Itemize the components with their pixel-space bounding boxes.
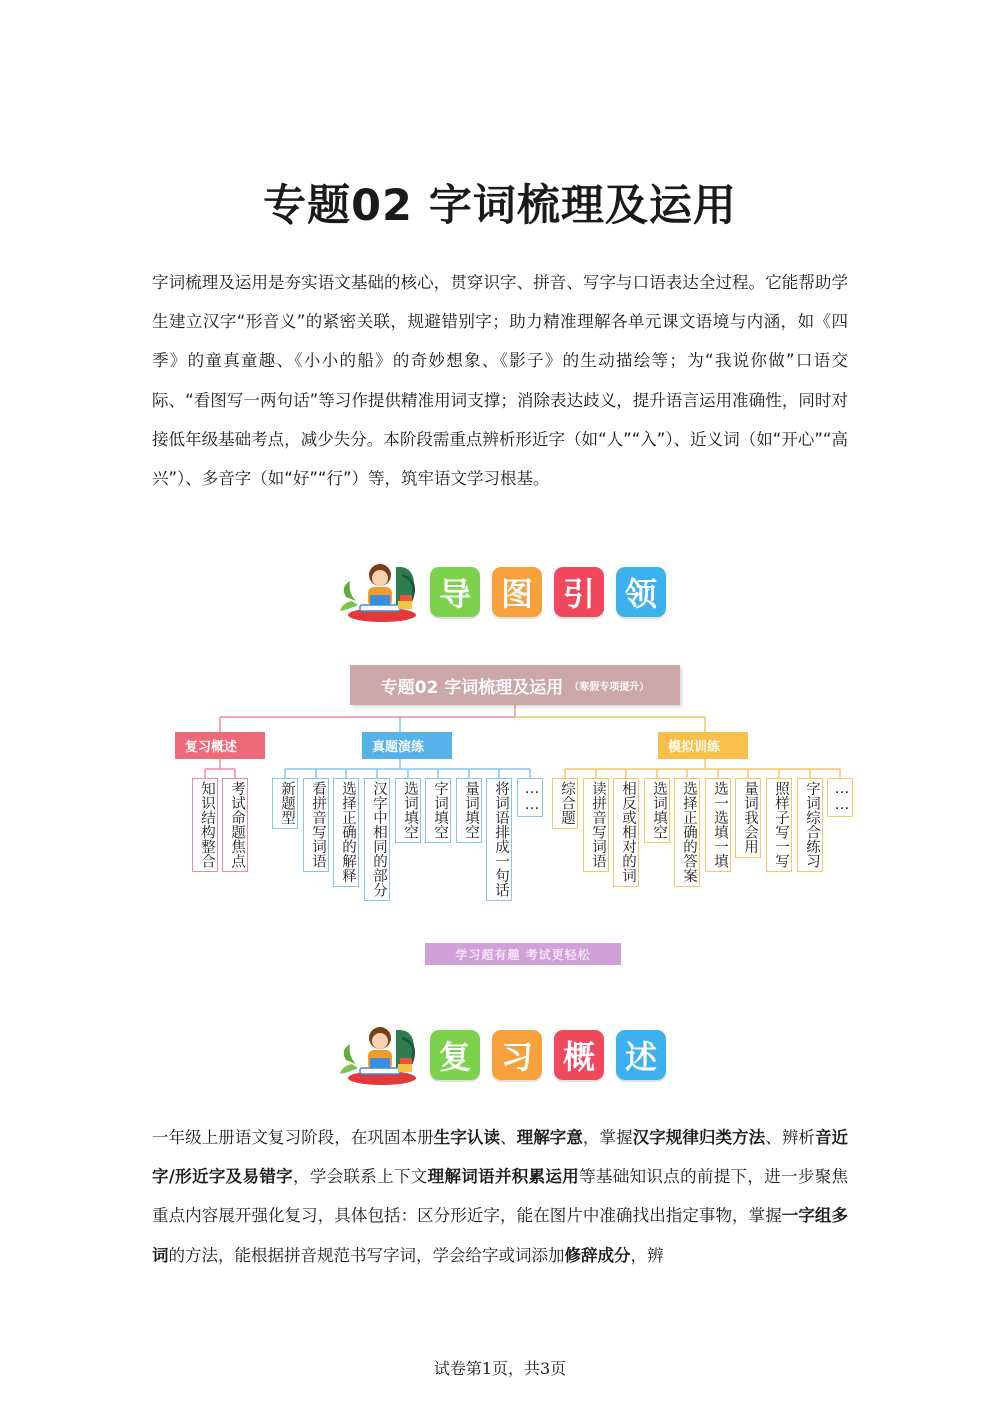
review-keyword: 汉字规律归类方法 (632, 1128, 766, 1147)
review-keyword: 理解词语并积累运用 (427, 1167, 580, 1187)
review-text: ，辨 (630, 1245, 664, 1265)
reading-girl-icon (338, 1020, 422, 1086)
review-text: 、辨析 (765, 1128, 815, 1147)
category-review-overview: 复习概述 (175, 732, 265, 759)
banner-char-3: 引 (554, 567, 604, 617)
leaf-exam-6: 字词填空 (425, 778, 451, 843)
leaf-mock-2: 读拼音写词语 (583, 778, 609, 872)
leaf-exam-3: 选择正确的解释 (333, 778, 359, 887)
section-banner-guide (338, 557, 668, 627)
mind-map (170, 665, 860, 970)
mind-map-root (350, 665, 680, 705)
banner-char-3: 概 (554, 1030, 604, 1080)
review-paragraph (152, 1118, 848, 1275)
section-banner-review (338, 1020, 668, 1090)
reading-girl-icon (338, 557, 422, 623)
review-keyword: 生字认读 (433, 1128, 501, 1147)
leaf-exam-8: 将词语排成一句话 (486, 778, 512, 901)
leaf-mock-3: 相反或相对的词 (613, 778, 639, 887)
page-footer: 试卷第1页，共3页 (433, 1359, 567, 1378)
review-text: 的方法，能根据拼音规范书写字词，学会给字或词添加 (168, 1245, 565, 1265)
leaf-mock-1: 综合题 (552, 778, 578, 829)
review-keyword: 修辞成分 (564, 1245, 631, 1265)
category-past-exams: 真题演练 (362, 732, 452, 759)
leaf-review-2: 考试命题焦点 (222, 778, 248, 872)
mind-map-root-note: （寒假专项提升） (569, 681, 650, 693)
banner-char-1: 导 (430, 567, 480, 617)
leaf-exam-5: 选词填空 (395, 778, 421, 843)
leaf-exam-2: 看拼音写词语 (303, 778, 329, 872)
leaf-mock-9: 字词综合练习 (797, 778, 823, 872)
leaf-exam-1: 新题型 (272, 778, 298, 829)
leaf-review-1: 知识结构整合 (192, 778, 218, 872)
leaf-mock-4: 选词填空 (644, 778, 670, 843)
leaf-exam-4: 汉字中相同的部分 (364, 778, 390, 901)
mind-map-slogan: 学习超有趣 考试更轻松 (425, 943, 621, 965)
review-text: ，掌握 (582, 1128, 633, 1147)
review-text: 一年级上册语文复习阶段，在巩固本册 (152, 1128, 434, 1147)
leaf-exam-more: …… (517, 778, 543, 817)
review-keyword: 一字组多词 (152, 1206, 849, 1265)
leaf-mock-5: 选择正确的答案 (674, 778, 700, 887)
leaf-mock-8: 照样子写一写 (766, 778, 792, 872)
banner-char-4: 述 (616, 1030, 666, 1080)
leaf-mock-more: …… (827, 778, 853, 817)
banner-char-4: 领 (616, 567, 666, 617)
review-keyword: 理解字意 (516, 1128, 583, 1147)
banner-char-1: 复 (430, 1030, 480, 1080)
review-keyword: 音近字/形近字及易错字 (152, 1128, 849, 1187)
review-text: 等基础知识点的前提下，进一步聚焦重点内容展开强化复习，具体包括：区分形近字，能在图片中准确找出指定事物，掌握 (152, 1167, 849, 1226)
category-mock-training: 模拟训练 (658, 732, 748, 759)
leaf-mock-6: 选一选填一填 (705, 778, 731, 872)
banner-char-2: 图 (492, 567, 542, 617)
page-title: 专题02 字词梳理及运用 (263, 181, 737, 231)
review-text: 、 (500, 1128, 517, 1147)
banner-char-2: 习 (492, 1030, 542, 1080)
leaf-mock-7: 量词我会用 (735, 778, 761, 858)
review-text: ，学会联系上下文 (292, 1167, 428, 1187)
leaf-exam-7: 量词填空 (456, 778, 482, 843)
intro-paragraph: 字词梳理及运用是夯实语文基础的核心，贯穿识字、拼音、写字与口语表达全过程。它能帮助学生建立汉字“形音义”的紧密关联，规避错别字；助力精准理解各单元课文语境与内涵，如《四季》的童真童趣、《小小的船》的奇妙想象、《影子》的生动描绘等；为“我说你做”口语交际、“看图写一两句话”等习作提供精准用词支撑；消除表达歧义，提升语言运用准确性，同时对接低年级基础考点，减少失分。本阶段需重点辨析形近字（如“人”“入”）、近义词（如“开心”“高兴”）、多音字（如“好”“行”）等，筑牢语文学习根基。 (152, 273, 848, 489)
mind-map-root-title: 专题02 字词梳理及运用 (380, 677, 564, 698)
